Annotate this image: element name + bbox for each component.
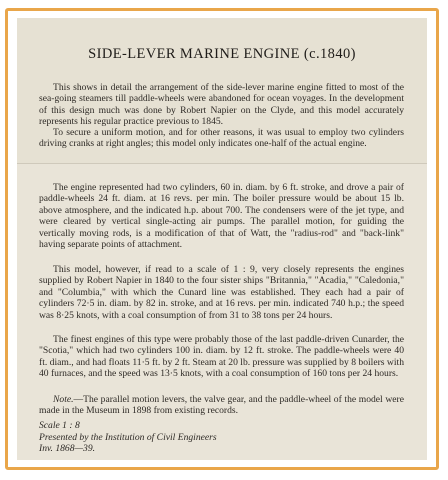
cunard-paragraph: This model, however, if read to a scale of 1 : 9, very closely represents the engines supplied by Robert Napier in 1840 to the four sister ships "Britannia," "Acadia," "Caledonia," and "Columbia," with which the Cunard line was established. They each had a pair of cylinders 72·5 in. diam. by 82 in. stroke, and at 16 revs. per min. indicated 740 h.p.; the speed was 8·25 knots, with a coal consumption of from 31 to 38 tons per 24 hours. <box>39 264 404 321</box>
intro-paragraph: This shows in detail the arrangement of the side-lever marine engine fitted to most of the sea-going steamers till paddle-wheels were abandoned for ocean voyages. In the development of this design much was done by Robert Napier on the Clyde, and this model accurately represents his regular practice previous to 1845. <box>39 82 404 128</box>
scale-text: Scale 1 : 8 <box>39 420 80 431</box>
museum-label-card <box>17 18 427 460</box>
page-title: SIDE-LEVER MARINE ENGINE (c.1840) <box>88 46 356 62</box>
label-footer <box>39 420 217 455</box>
note-text: —The parallel motion levers, the valve gear, and the paddle-wheel of the model were made in the Museum in 1898 from existing records. <box>39 394 404 417</box>
note-paragraph <box>39 394 404 417</box>
presented-by-text: Presented by the Institution of Civil Engineers <box>39 431 217 443</box>
engine-specs-paragraph: The engine represented had two cylinders, 60 in. diam. by 6 ft. stroke, and drove a pair of paddle-wheels 24 ft. diam. at 16 revs. per min. The boiler pressure would be about 15 lb. above atmosphere, and the indicated h.p. about 700. The condensers were of the jet type, and were cleared by vertical single-acting air pumps. The parallel motion, for guiding the vertically moving rods, is a modification of that of Watt, the "radius-rod" and "back-link" having separate points of attachment. <box>39 182 404 251</box>
label-frame <box>5 8 439 470</box>
scotia-paragraph: The finest engines of this type were probably those of the last paddle-driven Cunarder, the "Scotia," which had two cylinders 100 in. diam. by 12 ft. stroke. The paddle-wheels were 40 ft. diam., and had floats 11·5 ft. by 2 ft. Steam at 20 lb. pressure was supplied by 8 boilers with 40 furnaces, and the speed was 13·5 knots, with a coal consumption of 160 tons per 24 hours. <box>39 334 404 380</box>
note-label: Note. <box>53 394 74 405</box>
uniform-motion-paragraph: To secure a uniform motion, and for other reasons, it was usual to employ two cylinders driving cranks at right angles; this model only indicates one-half of the actual engine. <box>39 127 404 150</box>
inventory-number: Inv. 1868—39. <box>39 443 96 455</box>
